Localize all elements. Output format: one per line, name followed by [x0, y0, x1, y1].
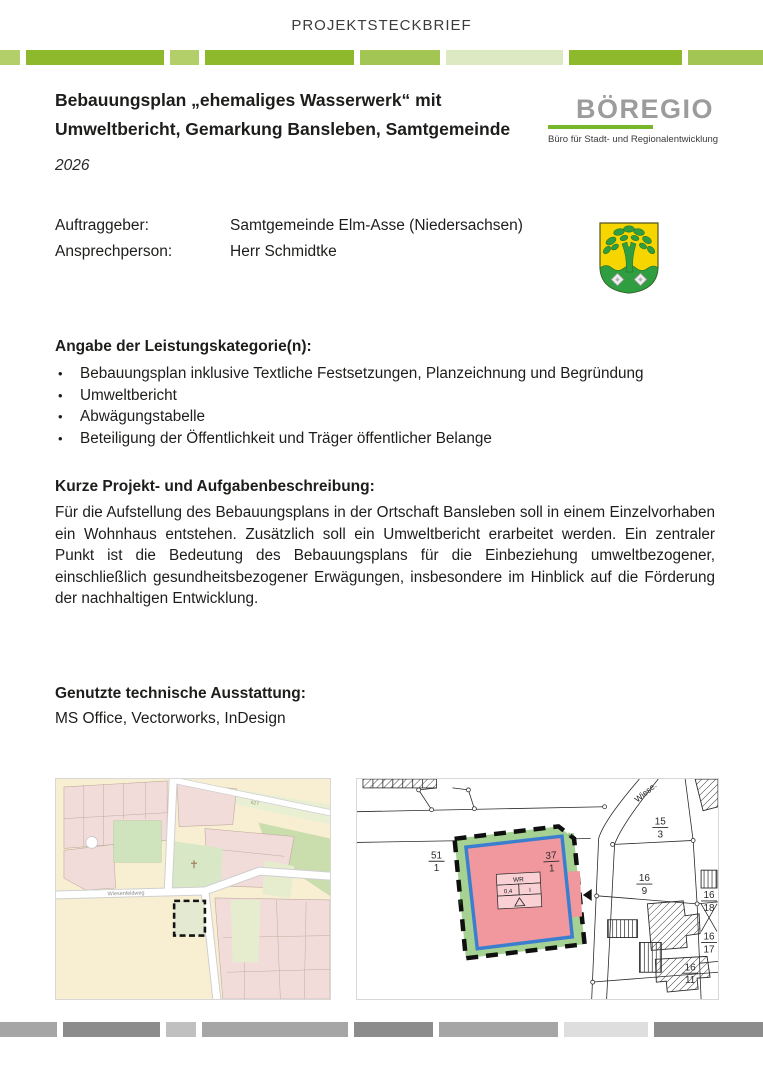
category-item: [55, 363, 715, 385]
color-bar-segment: [354, 1022, 433, 1037]
svg-text:17: 17: [703, 944, 715, 956]
svg-text:11: 11: [684, 975, 696, 987]
category-item-label: Umweltbericht: [80, 386, 177, 404]
logo-tagline: Büro für Stadt- und Regionalentwicklung: [548, 134, 719, 145]
header-color-bars: [0, 50, 763, 65]
description-text: Für die Aufstellung des Bebauungsplans in der Ortschaft Bansleben soll in einem Einzelvorhaben ein Wohnhaus entstehen. Zusätzlich soll ein Umweltbericht erarbeitet werden. Ein zentraler Punkt ist die Bedeutung des Bebauungsplans für die Einbeziehung umweltbezogener, einschließlich gesundheitsbezogener Erwägungen, insbesondere im Hinblick auf die Förderung der nachhaltigen Entwicklung.: [55, 504, 715, 608]
bullet-icon: •: [58, 409, 63, 424]
contact-value: Herr Schmidtke: [230, 243, 337, 260]
contact-row: [55, 239, 523, 265]
logo-accent-bar: [548, 125, 653, 129]
contact-label: Ansprechperson:: [55, 243, 173, 260]
svg-text:51: 51: [431, 850, 443, 862]
client-value: Samtgemeinde Elm-Asse (Niedersachsen): [230, 217, 523, 234]
client-label: Auftraggeber:: [55, 217, 149, 234]
svg-text:18: 18: [703, 902, 715, 914]
svg-text:16: 16: [638, 873, 650, 885]
svg-text:1: 1: [433, 863, 440, 875]
cul-de-sac: [86, 836, 98, 848]
svg-text:9: 9: [641, 885, 648, 897]
color-bar-segment: [564, 1022, 648, 1037]
zone-grz-label: 0,4: [503, 888, 513, 896]
zone-use-label: WR: [512, 876, 525, 884]
boeregio-logo: [548, 94, 719, 145]
color-bar-segment: [63, 1022, 160, 1037]
plan-drawing-image: [357, 779, 718, 999]
logo-wordmark: BÖREGIO: [575, 94, 714, 124]
meta-block: [55, 213, 523, 265]
color-bar-segment: [654, 1022, 763, 1037]
section-description: [55, 478, 715, 610]
categories-list: [55, 363, 715, 449]
section-categories: [55, 338, 715, 449]
description-heading: Kurze Projekt- und Aufgabenbeschreibung:: [55, 478, 375, 495]
coat-of-arms-icon: [597, 220, 661, 296]
equipment-heading: Genutzte technische Ausstattung:: [55, 685, 306, 702]
coat-of-arms: [597, 220, 661, 296]
overview-map-image: [56, 779, 330, 999]
color-bar-segment: [0, 50, 20, 65]
category-item: [55, 406, 715, 428]
site-plan-drawing: [356, 778, 719, 1000]
category-item-label: Abwägungstabelle: [80, 408, 206, 425]
color-bar-segment: [0, 1022, 57, 1037]
color-bar-segment: [446, 50, 563, 65]
svg-text:3: 3: [657, 829, 664, 841]
color-bar-segment: [688, 50, 763, 65]
color-bar-segment: [360, 50, 440, 65]
setback-label: 3m: [457, 898, 464, 906]
color-bar-segment: [202, 1022, 348, 1037]
section-equipment: [55, 685, 715, 728]
plan-area-marker: [174, 901, 205, 936]
category-item: [55, 385, 715, 407]
bullet-icon: •: [58, 366, 63, 381]
street-label: Wiese.: [632, 780, 659, 805]
color-bar-segment: [205, 50, 354, 65]
category-item: [55, 428, 715, 450]
svg-text:37: 37: [545, 850, 557, 862]
categories-heading: Angabe der Leistungskategorie(n):: [55, 338, 312, 355]
svg-text:16: 16: [703, 931, 715, 943]
svg-text:1: 1: [548, 863, 555, 875]
page-title: PROJEKTSTECKBRIEF: [291, 17, 472, 34]
svg-text:15: 15: [654, 816, 666, 828]
color-bar-segment: [439, 1022, 558, 1037]
project-year: 2026: [55, 157, 90, 174]
svg-text:16: 16: [703, 889, 715, 901]
bullet-icon: •: [58, 387, 63, 403]
bebauungsplan-area: [453, 825, 585, 958]
project-title: Bebauungsplan „ehemaliges Wasserwerk“ mit Umweltbericht, Gemarkung Bansleben, Samtgemeinde: [55, 90, 511, 139]
footer-color-bars: [0, 1022, 763, 1037]
category-item-label: Beteiligung der Öffentlichkeit und Träger öffentlicher Belange: [80, 429, 492, 447]
site-map-overview: [55, 778, 331, 1000]
client-row: [55, 213, 523, 239]
svg-text:16: 16: [684, 962, 696, 974]
equipment-text: MS Office, Vectorworks, InDesign: [55, 710, 286, 727]
road-number-label: 627: [250, 800, 260, 808]
setback-label: 3m: [567, 831, 575, 837]
bullet-icon: •: [58, 430, 63, 446]
street-label: Wiesenfeldweg: [107, 890, 145, 898]
color-bar-segment: [26, 50, 164, 65]
color-bar-segment: [569, 50, 682, 65]
zone-floors-label: I: [529, 887, 531, 894]
color-bar-segment: [166, 1022, 196, 1037]
color-bar-segment: [170, 50, 199, 65]
category-item-label: Bebauungsplan inklusive Textliche Festsetzungen, Planzeichnung und Begründung: [80, 365, 644, 382]
